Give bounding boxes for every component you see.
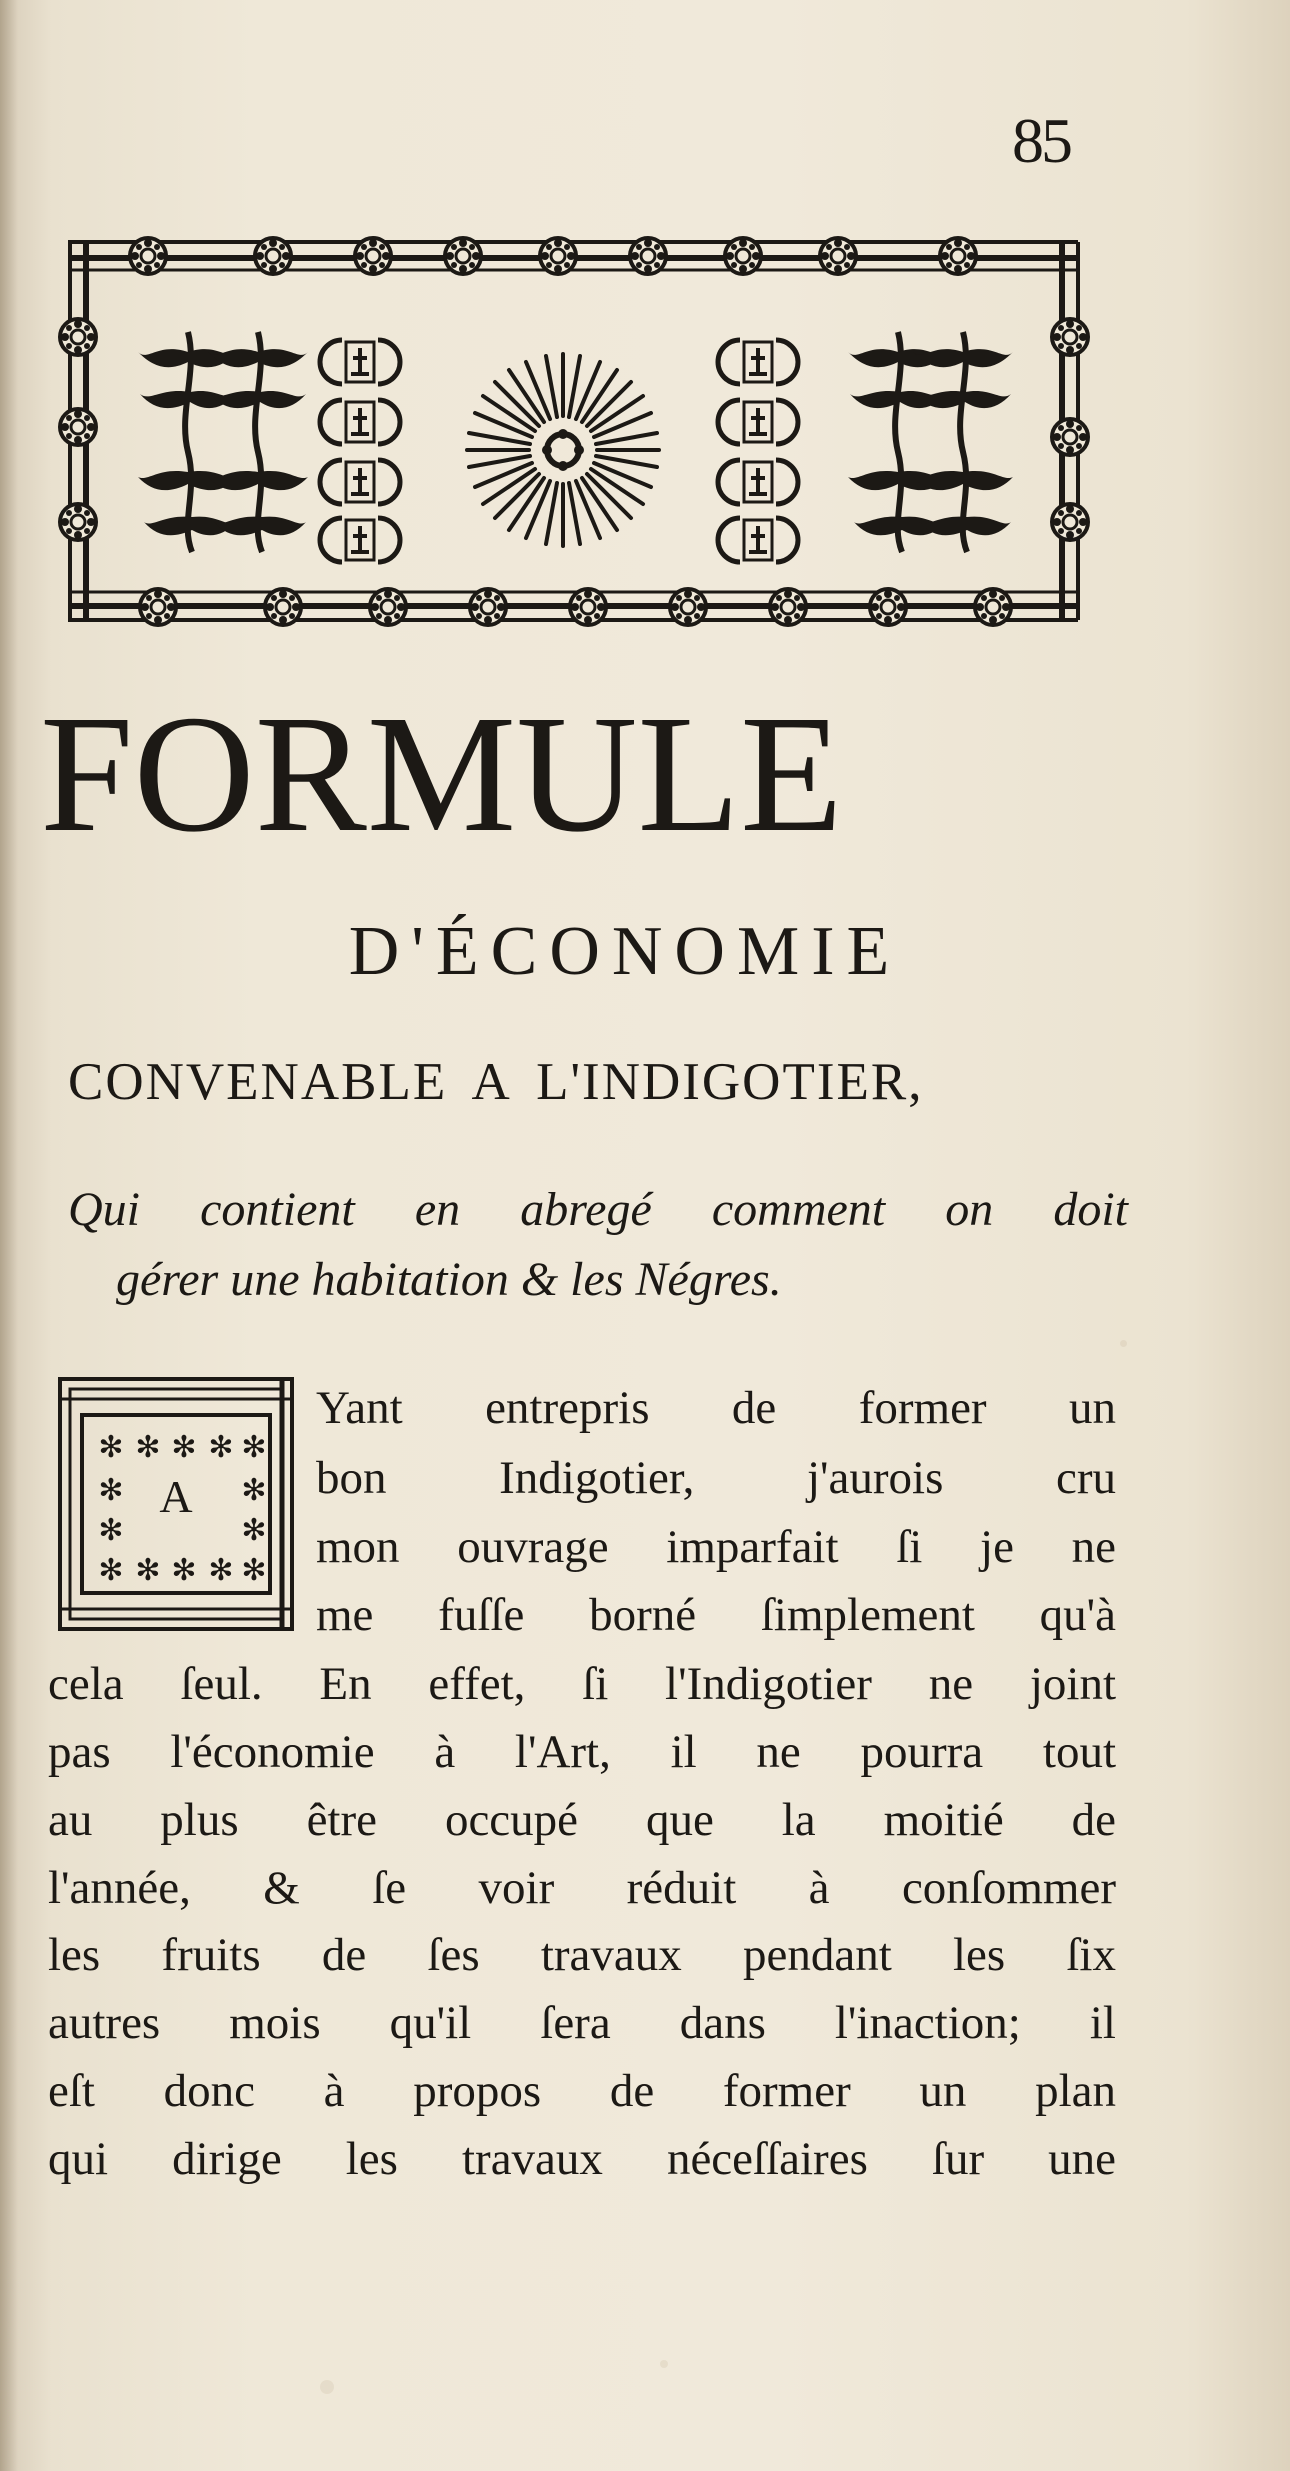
- body-line: l'année, & ſe voir réduit à conſommer: [48, 1862, 1116, 1914]
- chapter-summary: [68, 1175, 1128, 1315]
- chapter-subtitle-line2: CONVENABLE A L'INDIGOTIER,: [68, 1053, 924, 1111]
- body-line: pas l'économie à l'Art, il ne pourra tout: [48, 1726, 1116, 1778]
- page-gutter-shadow: [0, 0, 18, 2471]
- body-line: eſt donc à propos de former un plan: [48, 2065, 1116, 2117]
- body-line: autres mois qu'il ſera dans l'inaction; il: [48, 1997, 1116, 2049]
- svg-text:✻: ✻: [98, 1553, 124, 1588]
- cross-medal-column-right: [718, 340, 798, 562]
- body-line: bon Indigotier, j'aurois cru: [316, 1452, 1116, 1504]
- svg-text:✻: ✻: [241, 1473, 267, 1508]
- page-number: 85: [1012, 105, 1070, 176]
- body-line: mon ouvrage imparfait ſi je ne: [316, 1521, 1116, 1573]
- svg-text:✻: ✻: [241, 1513, 267, 1548]
- sunburst-ornament: [467, 354, 659, 546]
- svg-text:✻: ✻: [241, 1430, 267, 1465]
- body-line: cela ſeul. En effet, ſi l'Indigotier ne joint: [48, 1658, 1116, 1710]
- leaf-sprig-left-2: [208, 332, 308, 552]
- svg-text:✻: ✻: [98, 1430, 124, 1465]
- paper-foxing-spot: [320, 2380, 334, 2394]
- svg-text:✻: ✻: [241, 1553, 267, 1588]
- cross-medal-column-left: [320, 340, 400, 562]
- svg-text:✻: ✻: [135, 1553, 161, 1588]
- ornament-side-borders: [60, 242, 1088, 620]
- svg-text:✻: ✻: [135, 1430, 161, 1465]
- leaf-sprig-left: [138, 332, 238, 552]
- headpiece-ornament: [58, 222, 1098, 642]
- paper-foxing-spot: [1120, 1340, 1127, 1347]
- chapter-summary-line1: Qui contient en abregé comment on doit: [68, 1183, 1128, 1236]
- svg-text:✻: ✻: [208, 1553, 234, 1588]
- svg-text:✻: ✻: [98, 1473, 124, 1508]
- ornament-top-border: [68, 238, 1078, 274]
- svg-text:✻: ✻: [98, 1513, 124, 1548]
- paper-foxing-spot: [660, 2360, 668, 2368]
- chapter-summary-line2: gérer une habitation & les Négres.: [116, 1253, 782, 1306]
- ornament-bottom-border: [68, 589, 1078, 625]
- chapter-title: FORMULE: [40, 681, 843, 867]
- body-line: qui dirige les travaux néceſſaires ſur une: [48, 2133, 1116, 2185]
- body-line: me fuſſe borné ſimplement qu'à: [316, 1589, 1116, 1641]
- svg-text:✻: ✻: [208, 1430, 234, 1465]
- body-line: au plus être occupé que la moitié de: [48, 1794, 1116, 1846]
- body-line: les fruits de ſes travaux pendant les ſix: [48, 1929, 1116, 1981]
- body-line: Yant entrepris de former un: [316, 1382, 1116, 1434]
- svg-text:✻: ✻: [171, 1430, 197, 1465]
- svg-text:✻: ✻: [171, 1553, 197, 1588]
- chapter-subtitle-line1: D'ÉCONOMIE: [348, 913, 902, 990]
- drop-cap-letter: A: [159, 1471, 193, 1522]
